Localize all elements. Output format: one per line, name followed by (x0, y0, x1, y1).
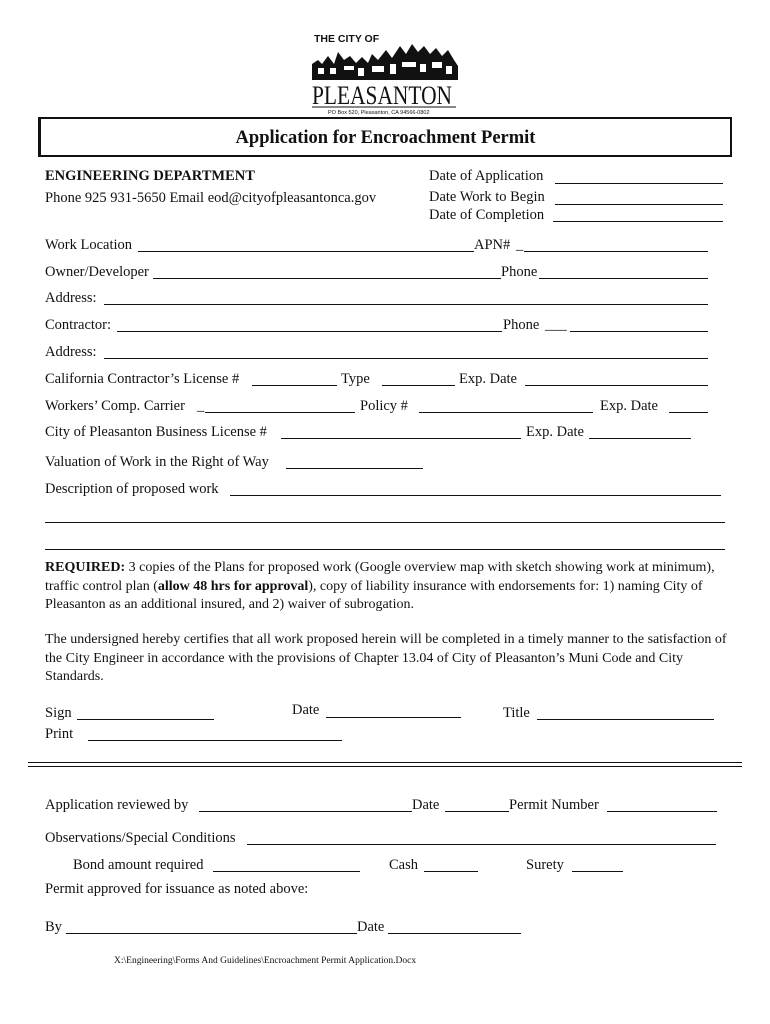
separator-top (28, 762, 742, 763)
business-license-exp-label: Exp. Date (526, 424, 584, 440)
date-of-completion-field[interactable] (553, 221, 723, 222)
contractor-phone-field[interactable] (570, 331, 708, 332)
workers-comp-prefix: _ (197, 398, 205, 414)
contractor-address-label: Address: (45, 344, 97, 360)
license-exp-label: Exp. Date (459, 371, 517, 387)
review-date-label: Date (412, 797, 440, 813)
date-work-begin-label: Date Work to Begin (429, 189, 545, 205)
description-line-3[interactable] (45, 549, 725, 550)
contractor-phone-label: Phone (503, 317, 540, 333)
logo-city-name: PLEASANTON (312, 81, 453, 110)
approval-date-label: Date (357, 919, 385, 935)
description-label: Description of proposed work (45, 481, 219, 497)
policy-exp-label: Exp. Date (600, 398, 658, 414)
license-exp-field[interactable] (525, 385, 708, 386)
policy-label: Policy # (360, 398, 408, 414)
required-text-1: 3 copies of the Plans for proposed work (Google overview map with sketch showing work at minimum), traffic control plan ( (45, 560, 715, 594)
description-line-2[interactable] (45, 522, 725, 523)
cash-field[interactable] (424, 871, 478, 872)
department-contact: Phone 925 931-5650 Email eod@cityofpleasantonca.gov (45, 190, 377, 206)
contractor-license-label: California Contractor’s License # (45, 371, 240, 387)
contractor-phone-prefix: ___ (545, 317, 567, 333)
phone-label: Phone (501, 264, 538, 280)
title-field[interactable] (537, 719, 714, 720)
reviewed-by-field[interactable] (199, 811, 412, 812)
print-label: Print (45, 726, 74, 742)
permit-number-label: Permit Number (509, 797, 599, 813)
sign-date-label: Date (292, 702, 320, 718)
print-field[interactable] (88, 740, 342, 741)
owner-phone-field[interactable] (539, 278, 708, 279)
sign-date-field[interactable] (326, 717, 461, 718)
date-of-application-field[interactable] (555, 183, 723, 184)
address-label: Address: (45, 290, 97, 306)
workers-comp-label: Workers’ Comp. Carrier (45, 398, 185, 414)
title-label: Title (503, 705, 530, 721)
required-label: REQUIRED: (45, 560, 126, 575)
surety-field[interactable] (572, 871, 623, 872)
by-label: By (45, 919, 62, 935)
observations-field[interactable] (247, 844, 716, 845)
approved-label: Permit approved for issuance as noted above: (45, 881, 309, 897)
bond-label: Bond amount required (73, 857, 204, 873)
permit-number-field[interactable] (607, 811, 717, 812)
policy-exp-field[interactable] (669, 412, 708, 413)
apn-label: APN# (474, 237, 511, 253)
contractor-field[interactable] (117, 331, 502, 332)
observations-label: Observations/Special Conditions (45, 830, 236, 846)
by-field[interactable] (66, 933, 357, 934)
work-location-label: Work Location (45, 237, 133, 253)
logo-top-text: THE CITY OF (314, 33, 380, 45)
workers-comp-field[interactable] (205, 412, 355, 413)
valuation-field[interactable] (286, 468, 423, 469)
contractor-address-field[interactable] (104, 358, 708, 359)
department-name: ENGINEERING DEPARTMENT (45, 168, 255, 184)
required-paragraph (45, 559, 735, 615)
work-location-field[interactable] (138, 251, 474, 252)
review-date-field[interactable] (445, 811, 509, 812)
logo-address: PO Box 520, Pleasanton, CA 94566-0802 (328, 110, 430, 116)
policy-field[interactable] (419, 412, 593, 413)
apn-field[interactable] (524, 251, 708, 252)
type-label: Type (341, 371, 370, 387)
bond-field[interactable] (213, 871, 360, 872)
required-bold-note: allow 48 hrs for approval (157, 578, 309, 594)
description-field[interactable] (230, 495, 721, 496)
valuation-label: Valuation of Work in the Right of Way (45, 454, 269, 470)
certification-paragraph: The undersigned hereby certifies that all work proposed herein will be completed in a timely manner to the satisfaction of the City Engineer in accordance with the provisions of Chapter 13.04 of City of Pleasanton’s Muni Code and City Standards. (45, 632, 727, 684)
contractor-license-field[interactable] (252, 385, 337, 386)
contractor-label: Contractor: (45, 317, 112, 333)
required-text-2: ), copy of liability insurance with endorsements for: 1) naming City of Pleasanton as an additional insured, and 2) waiver of subrogation. (45, 578, 703, 612)
reviewed-by-label: Application reviewed by (45, 797, 189, 813)
business-license-label: City of Pleasanton Business License # (45, 424, 267, 440)
page-title: Application for Encroachment Permit (235, 128, 536, 148)
owner-field[interactable] (153, 278, 501, 279)
sign-label: Sign (45, 705, 72, 721)
surety-label: Surety (526, 857, 564, 873)
date-of-completion-label: Date of Completion (429, 207, 545, 223)
type-field[interactable] (382, 385, 455, 386)
business-license-field[interactable] (281, 438, 521, 439)
separator-bottom (28, 766, 742, 767)
sign-field[interactable] (77, 719, 214, 720)
owner-label: Owner/Developer (45, 264, 149, 280)
date-work-begin-field[interactable] (555, 204, 723, 205)
city-logo (308, 30, 463, 116)
date-of-application-label: Date of Application (429, 168, 544, 184)
owner-address-field[interactable] (104, 304, 708, 305)
business-license-exp-field[interactable] (589, 438, 691, 439)
title-box (38, 117, 732, 157)
approval-date-field[interactable] (388, 933, 521, 934)
city-skyline-logo (308, 30, 463, 116)
footer-file-path: X:\Engineering\Forms And Guidelines\Encroachment Permit Application.Docx (114, 956, 417, 966)
apn-prefix: _ (516, 237, 524, 253)
cash-label: Cash (389, 857, 418, 873)
